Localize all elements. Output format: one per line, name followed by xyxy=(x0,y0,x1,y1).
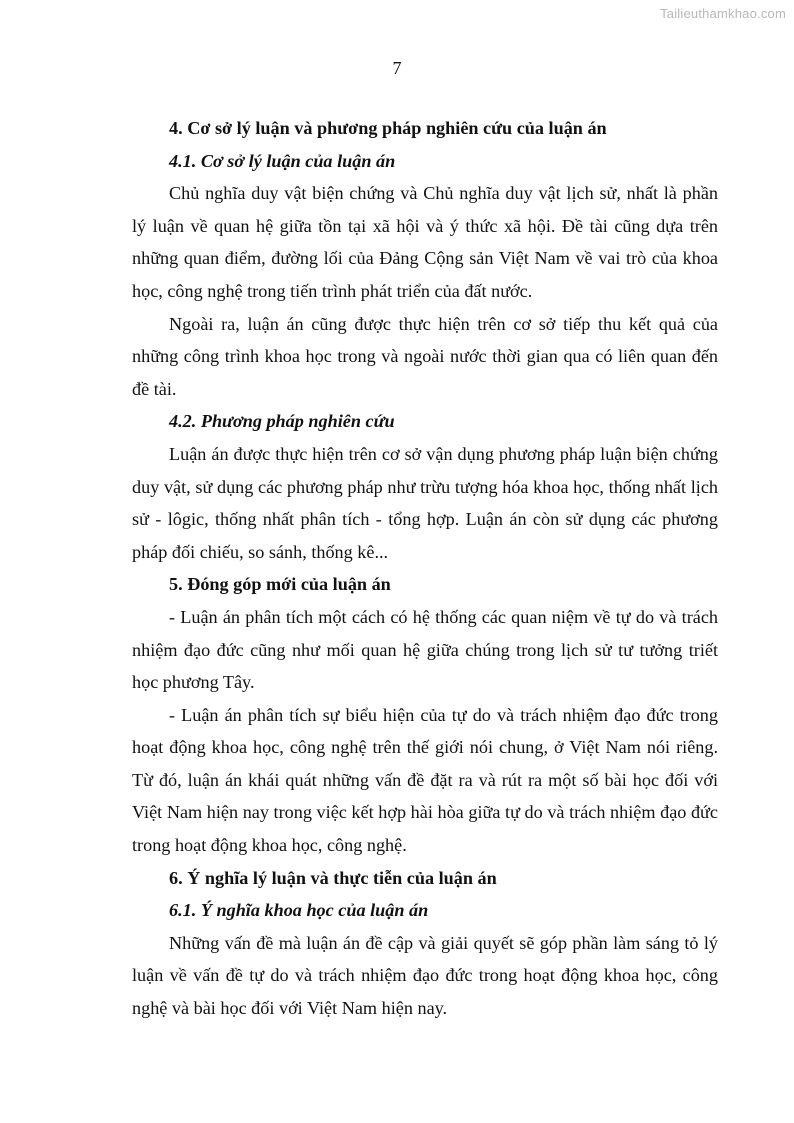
subsection-heading-6-1: 6.1. Ý nghĩa khoa học của luận án xyxy=(169,900,429,921)
page-number: 7 xyxy=(392,58,402,78)
subsection-heading-4-1: 4.1. Cơ sở lý luận của luận án xyxy=(169,150,396,171)
section-heading-5: 5. Đóng góp mới của luận án xyxy=(169,574,391,595)
subsection-heading-4-2: 4.2. Phương pháp nghiên cứu xyxy=(169,411,395,432)
paragraph: Chủ nghĩa duy vật biện chứng và Chủ nghĩa duy vật lịch sử, nhất là phần lý luận về quan hệ giữa tồn tại xã hội và ý thức xã hội. Đề tài cũng dựa trên những quan điểm, đường lối của Đảng Cộng sản Việt Nam về vai trò của khoa học, công nghệ trong tiến trình phát triển của đất nước. xyxy=(132,183,718,301)
paragraph: - Luận án phân tích sự biểu hiện của tự do và trách nhiệm đạo đức trong hoạt động khoa học, công nghệ trên thế giới nói chung, ở Việt Nam nói riêng. Từ đó, luận án khái quát những vấn đề đặt ra và rút ra một số bài học đối với Việt Nam hiện nay trong việc kết hợp hài hòa giữa tự do và trách nhiệm đạo đức trong hoạt động khoa học, công nghệ. xyxy=(132,704,718,856)
section-heading-6: 6. Ý nghĩa lý luận và thực tiễn của luận án xyxy=(169,867,497,888)
watermark: Tailieuthamkhao.com xyxy=(660,6,786,21)
paragraph: Những vấn đề mà luận án đề cập và giải quyết sẽ góp phần làm sáng tỏ lý luận về vấn đề tự do và trách nhiệm đạo đức trong hoạt động khoa học, công nghệ và bài học đối với Việt Nam hiện nay. xyxy=(132,932,718,1019)
paragraph: Ngoài ra, luận án cũng được thực hiện trên cơ sở tiếp thu kết quả của những công trình khoa học trong và ngoài nước thời gian qua có liên quan đến đề tài. xyxy=(132,313,718,399)
paragraph: - Luận án phân tích một cách có hệ thống các quan niệm về tự do và trách nhiệm đạo đức cũng như mối quan hệ giữa chúng trong lịch sử tư tưởng triết học phương Tây. xyxy=(132,606,718,693)
paragraph: Luận án được thực hiện trên cơ sở vận dụng phương pháp luận biện chứng duy vật, sử dụng các phương pháp như trừu tượng hóa khoa học, thống nhất lịch sử - lôgic, thống nhất phân tích - tổng hợp. Luận án còn sử dụng các phương pháp đối chiếu, so sánh, thống kê... xyxy=(132,443,718,562)
section-heading-4: 4. Cơ sở lý luận và phương pháp nghiên cứu của luận án xyxy=(169,118,607,138)
document-body xyxy=(132,112,718,1025)
